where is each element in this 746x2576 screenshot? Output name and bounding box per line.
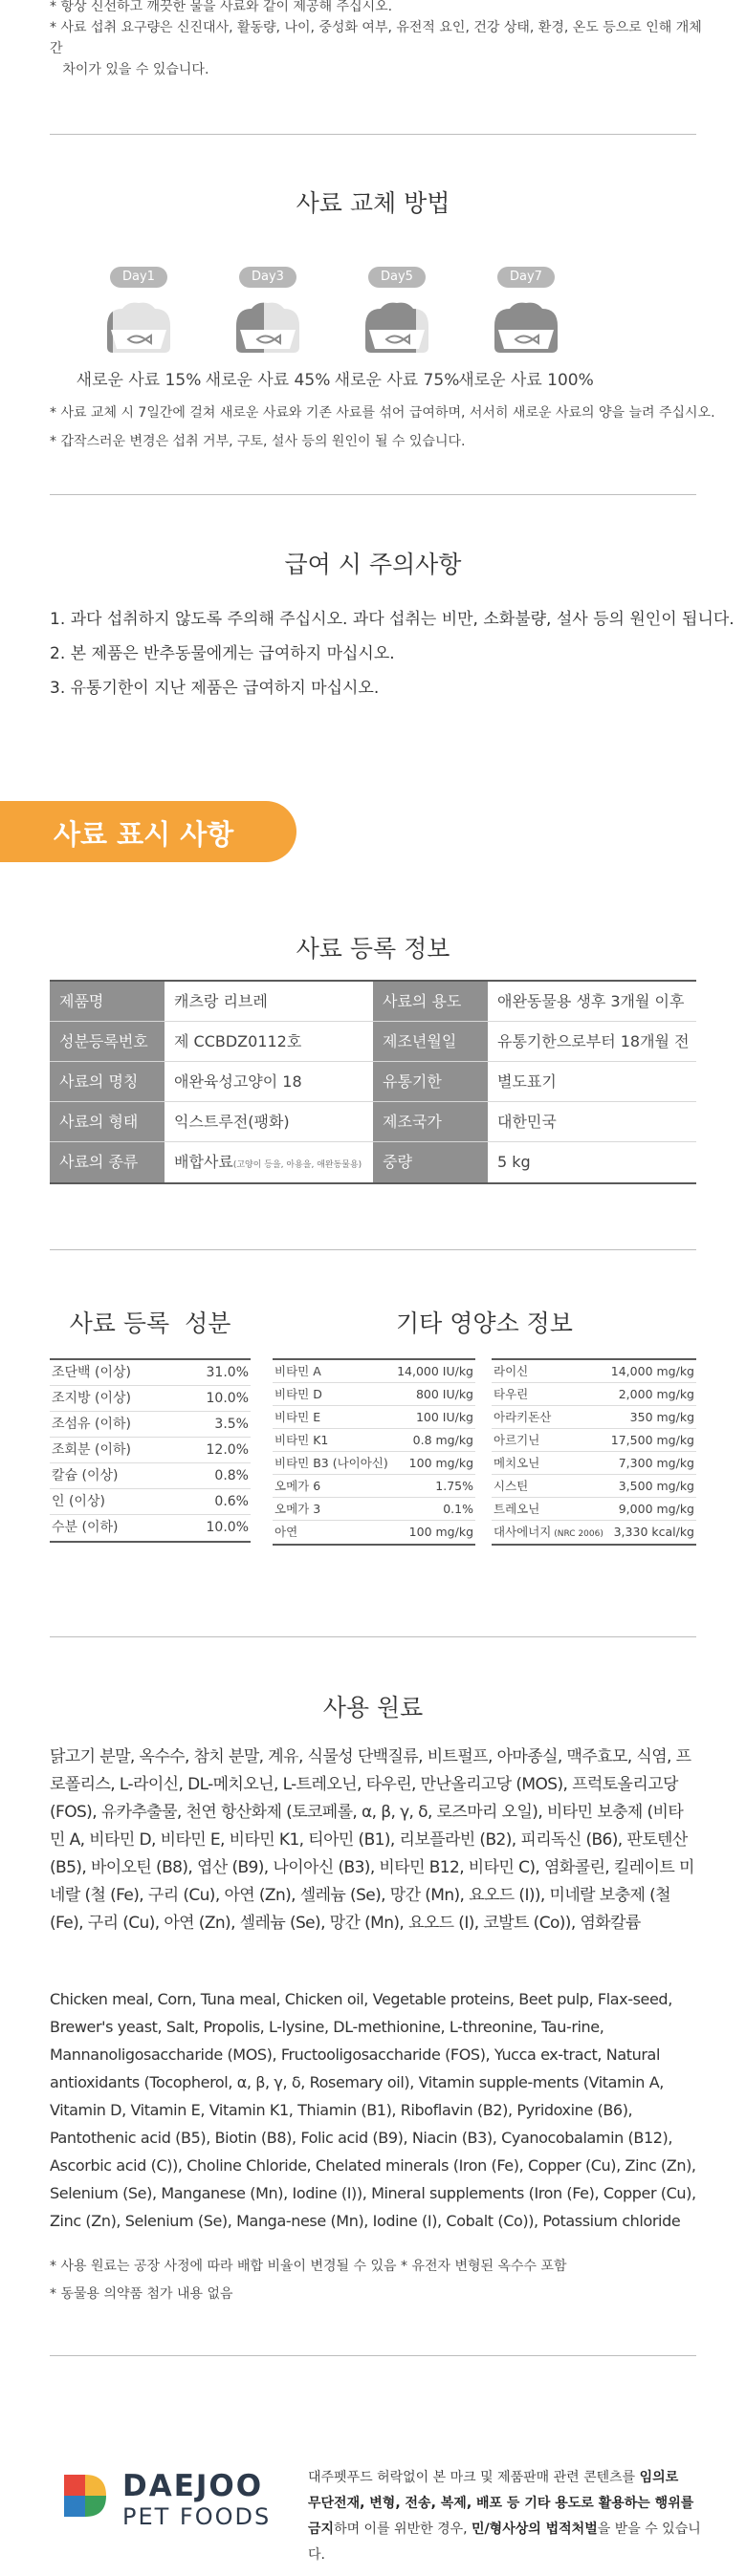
nutrient-name: 오메가 6: [274, 1479, 321, 1493]
nutrient-value: 800 IU/kg: [415, 1387, 473, 1401]
nutrient-name: 대사에너지 (NRC 2006): [494, 1525, 603, 1539]
registration-value: 애완육성고양이 18: [174, 1072, 302, 1091]
nutrient-value: 3,500 mg/kg: [618, 1479, 694, 1493]
nutrient-name: 비타민 K1: [274, 1433, 329, 1447]
nutrient-name: 비타민 E: [274, 1410, 321, 1424]
feed-change-note-2: * 갑작스러운 변경은 섭취 거부, 구토, 설사 등의 원인이 될 수 있습니다.: [50, 434, 466, 449]
nutrient-value: 7,300 mg/kg: [618, 1456, 694, 1470]
nutrient-row: [273, 1452, 475, 1475]
food-bowl-icon: [360, 299, 434, 355]
other-nutrients-table-1: [273, 1358, 475, 1546]
section-banner-label: 사료 표시 사항: [54, 818, 234, 851]
nutrient-value: 0.1%: [443, 1502, 473, 1516]
nutrient-name: 오메가 3: [274, 1502, 321, 1516]
registration-row: [50, 1022, 696, 1062]
nutrient-name: 메치오닌: [494, 1456, 540, 1470]
nutrient-name: 아르기닌: [494, 1433, 540, 1447]
top-note-3: 차이가 있을 수 있습니다.: [50, 62, 209, 77]
nutrient-name: 아연: [274, 1525, 298, 1539]
nutrient-value: 2,000 mg/kg: [618, 1387, 694, 1401]
feed-step-4: [454, 266, 598, 390]
day-badge: Day3: [239, 267, 296, 288]
feed-change-notes: [50, 399, 719, 456]
nutrient-value: 12.0%: [206, 1442, 249, 1458]
nutrient-row: [50, 1438, 251, 1463]
registration-key: 유통기한: [373, 1062, 488, 1101]
daejoo-logo-icon: [62, 2471, 108, 2521]
nutrient-value: 1.75%: [435, 1479, 473, 1493]
nutrient-row: [273, 1360, 475, 1383]
registration-row: [50, 1102, 696, 1142]
registration-value: 익스트루전(팽화): [174, 1113, 290, 1131]
registration-key: 사료의 용도: [373, 982, 488, 1021]
nutrient-value: 350 mg/kg: [629, 1410, 694, 1424]
ingredients-note-1: * 사용 원료는 공장 사정에 따라 배합 비율이 변경될 수 있음 * 유전자 변형된 옥수수 포함: [50, 2259, 567, 2274]
copyright-line: 대주펫푸드 허락없이 본 마크 및 제품판매 관련 콘텐츠를 임의로: [308, 2470, 679, 2485]
nutrient-row: [50, 1386, 251, 1412]
nutrient-row: [50, 1360, 251, 1386]
nutrient-name: 수분 (이하): [52, 1520, 119, 1535]
copyright-line: 금지하며 이를 위반한 경우, 민/형사상의 법적처벌을 받을 수 있습니다.: [308, 2522, 701, 2563]
nutrient-value: 100 mg/kg: [408, 1456, 473, 1470]
divider: [50, 134, 696, 135]
ingredients-title: 사용 원료: [322, 1694, 424, 1721]
nutrient-name: 칼슘 (이상): [52, 1468, 119, 1483]
nutrient-name: 비타민 A: [274, 1364, 321, 1378]
nutrient-row: [492, 1452, 696, 1475]
registration-value: 유통기한으로부터 18개월 전: [497, 1032, 690, 1050]
feed-step-1: [67, 266, 210, 390]
registration-row: [50, 1062, 696, 1102]
registration-row: [50, 1142, 696, 1182]
nutrient-value: 17,500 mg/kg: [610, 1433, 694, 1447]
nutrient-name: 트레오닌: [494, 1502, 540, 1516]
caution-item-1: 1. 과다 섭취하지 않도록 주의해 주십시오. 과다 섭취는 비만, 소화불량, 설사 등의 원인이 됩니다.: [50, 610, 735, 629]
nutrient-row: [273, 1475, 475, 1498]
registration-row: [50, 982, 696, 1022]
day-badge: Day7: [497, 267, 555, 288]
registration-key: 중량: [373, 1142, 488, 1182]
registration-title: 사료 등록 정보: [296, 935, 450, 963]
registration-key: 제조년월일: [373, 1022, 488, 1061]
step-caption: 새로운 사료 15%: [76, 371, 202, 390]
nutrient-row: [50, 1463, 251, 1489]
nutrient-value: 10.0%: [206, 1391, 249, 1406]
nutrient-value: 100 IU/kg: [415, 1410, 473, 1424]
day-badge: Day1: [110, 267, 167, 288]
other-nutrients-table-2: [492, 1358, 696, 1546]
nutrient-value: 100 mg/kg: [408, 1525, 473, 1539]
nutrient-value: 3.5%: [214, 1417, 249, 1432]
registration-value: 애완동물용 생후 3개월 이후: [497, 992, 685, 1010]
nutrient-row: [273, 1383, 475, 1406]
step-caption: 새로운 사료 100%: [458, 371, 594, 390]
registration-value: 별도표기: [497, 1072, 557, 1091]
nutrient-row: [492, 1406, 696, 1429]
registration-key: 성분등록번호: [50, 1022, 165, 1061]
nutrient-row: [492, 1521, 696, 1544]
registration-table: [50, 980, 696, 1184]
registration-key: 제조국가: [373, 1102, 488, 1141]
divider: [50, 494, 696, 495]
nutrient-row: [492, 1360, 696, 1383]
nutrient-name: 타우린: [494, 1387, 529, 1401]
nutrient-value: 0.8%: [214, 1468, 249, 1483]
divider: [50, 2355, 696, 2356]
nutrient-row: [273, 1429, 475, 1452]
registration-key: 제품명: [50, 982, 165, 1021]
nutrient-name: 시스틴: [494, 1479, 529, 1493]
nutrient-row: [273, 1406, 475, 1429]
divider: [50, 1636, 696, 1637]
nutrient-row: [273, 1521, 475, 1544]
ingredients-english: Chicken meal, Corn, Tuna meal, Chicken oil, Vegetable proteins, Beet pulp, Flax-seed, Brewer's yeast, Salt, Propolis, L-lysine, DL-methionine, L-threonine, Tau-rine, Mannanoligosaccharide (MOS), Fructooligosaccharide (FOS), Yucca ex-tract, Natural antioxidants (Tocopherol, α, β, γ, δ, Rosemary oil), Vitamin supple-ments (Vitamin A, Vitamin D, Vitamin E, Vitamin K1, Thiamin (B1), Riboflavin (B2), Pyridoxine (B6), Pantothenic acid (B5), Biotin (B8), Folic acid (B9), Niacin (B3), Cyanocobalamin (B12), Ascorbic acid (C)), Choline Chloride, Chelated minerals (Iron (Fe), Copper (Cu), Zinc (Zn), Selenium (Se), Manganese (Mn), Iodine (I)), Mineral supplements (Iron (Fe), Copper (Cu), Zinc (Zn), Selenium (Se), Manga-nese (Mn), Iodine (I), Cobalt (Co)), Potassium chloride: [50, 1990, 696, 2230]
nutrient-row: [50, 1412, 251, 1438]
nutrient-name: 조단백 (이상): [52, 1365, 131, 1380]
registration-key: 사료의 형태: [50, 1102, 165, 1141]
nutrient-name: 비타민 B3 (나이아신): [274, 1456, 388, 1470]
step-caption: 새로운 사료 75%: [334, 371, 460, 390]
food-bowl-icon: [101, 299, 176, 355]
ingredients-notes: [50, 2253, 710, 2308]
nutrient-name: 조회분 (이하): [52, 1442, 131, 1458]
nutrient-row: [492, 1498, 696, 1521]
registration-value: 제 CCBDZ0112호: [174, 1032, 302, 1050]
top-notes: [50, 0, 710, 80]
nutrient-name: 조지방 (이상): [52, 1391, 131, 1406]
feed-change-note-1: * 사료 교체 시 7일간에 걸쳐 새로운 사료와 기존 사료를 섞어 급여하며, 서서히 새로운 사료의 양을 늘려 주십시오.: [50, 405, 715, 421]
caution-item-2: 2. 본 제품은 반추동물에게는 급여하지 마십시오.: [50, 644, 395, 663]
copyright-notice: [308, 2465, 710, 2568]
top-note-2: * 사료 섭취 요구량은 신진대사, 활동량, 나이, 중성화 여부, 유전적 요인, 건강 상태, 환경, 온도 등으로 인해 개체간: [50, 20, 702, 56]
logo-text-bottom: PET FOODS: [122, 2503, 272, 2530]
nutrient-row: [492, 1383, 696, 1406]
ingredients-korean: 닭고기 분말, 옥수수, 참치 분말, 계유, 식물성 단백질류, 비트펄프, 아마종실, 맥주효모, 식염, 프로폴리스, L-라이신, DL-메치오닌, L-트레오닌, 타우린, 만난올리고당 (MOS), 프럭토올리고당 (FOS), 유카추출물, 천연 항산화제 (토코페롤, α, β, γ, δ, 로즈마리 오일), 비타민 보충제 (비타민 A, 비타민 D, 비타민 E, 비타민 K1, 티아민 (B1), 리보플라빈 (B2), 피리독신 (B6), 판토텐산 (B5), 바이오틴 (B8), 엽산 (B9), 나이아신 (B3), 비타민 B12, 비타민 C), 염화콜린, 킬레이트 미네랄 (철 (Fe), 구리 (Cu), 아연 (Zn), 셀레늄 (Se), 망간 (Mn), 요오드 (I)), 미네랄 보충제 (철 (Fe), 구리 (Cu), 아연 (Zn), 셀레늄 (Se), 망간 (Mn), 요오드 (I), 코발트 (Co)), 염화칼륨: [50, 1747, 694, 1933]
other-nutrients-title: 기타 영양소 정보: [396, 1310, 573, 1337]
registration-value: 5 kg: [497, 1153, 531, 1171]
registration-value: 캐츠랑 리브레: [174, 992, 268, 1010]
registration-value: 배합사료(고양이 등을, 아용을, 애완동물용): [174, 1153, 362, 1171]
cautions-title: 급여 시 주의사항: [284, 551, 462, 578]
nutrient-value: 14,000 mg/kg: [610, 1364, 694, 1378]
food-bowl-icon: [489, 299, 563, 355]
caution-item-3: 3. 유통기한이 지난 제품은 급여하지 마십시오.: [50, 679, 380, 698]
day-badge: Day5: [368, 267, 426, 288]
section-banner: [0, 801, 296, 862]
divider: [50, 1249, 696, 1250]
feed-step-2: [196, 266, 340, 390]
feed-change-title: 사료 교체 방법: [296, 189, 450, 217]
feed-step-3: [325, 266, 469, 390]
logo-text-top: DAEJOO: [122, 2469, 264, 2503]
ingredients-note-2: * 동물용 의약품 첨가 내용 없음: [50, 2286, 233, 2302]
nutrient-name: 아라키돈산: [494, 1410, 552, 1424]
nutrient-name: 라이신: [494, 1364, 529, 1378]
nutrient-name: 조섬유 (이하): [52, 1417, 131, 1432]
nutrient-value: 0.8 mg/kg: [412, 1433, 473, 1447]
registration-key: 사료의 종류: [50, 1142, 165, 1182]
copyright-line: 무단전재, 변형, 전송, 복제, 배포 등 기타 용도로 활용하는 행위를: [308, 2496, 694, 2511]
nutrient-value: 14,000 IU/kg: [397, 1364, 473, 1378]
step-caption: 새로운 사료 45%: [205, 371, 331, 390]
registration-value: 대한민국: [497, 1113, 557, 1131]
nutrient-value: 0.6%: [214, 1494, 249, 1509]
food-bowl-icon: [230, 299, 305, 355]
nutrient-value: 31.0%: [206, 1365, 249, 1380]
nutrient-name: 인 (이상): [52, 1494, 105, 1509]
nutrient-row: [273, 1498, 475, 1521]
nutrient-value: 3,330 kcal/kg: [613, 1525, 694, 1539]
registration-key: 사료의 명칭: [50, 1062, 165, 1101]
composition-title: 사료 등록 성분: [69, 1310, 231, 1337]
nutrient-row: [492, 1429, 696, 1452]
nutrient-row: [492, 1475, 696, 1498]
nutrient-value: 10.0%: [206, 1520, 249, 1535]
top-note-1: * 항상 신선하고 깨끗한 물을 사료와 같이 제공해 주십시오.: [50, 0, 393, 14]
nutrient-row: [50, 1489, 251, 1515]
nutrient-value: 9,000 mg/kg: [618, 1502, 694, 1516]
nutrient-row: [50, 1515, 251, 1541]
composition-table: [50, 1358, 251, 1543]
nutrient-name: 비타민 D: [274, 1387, 322, 1401]
